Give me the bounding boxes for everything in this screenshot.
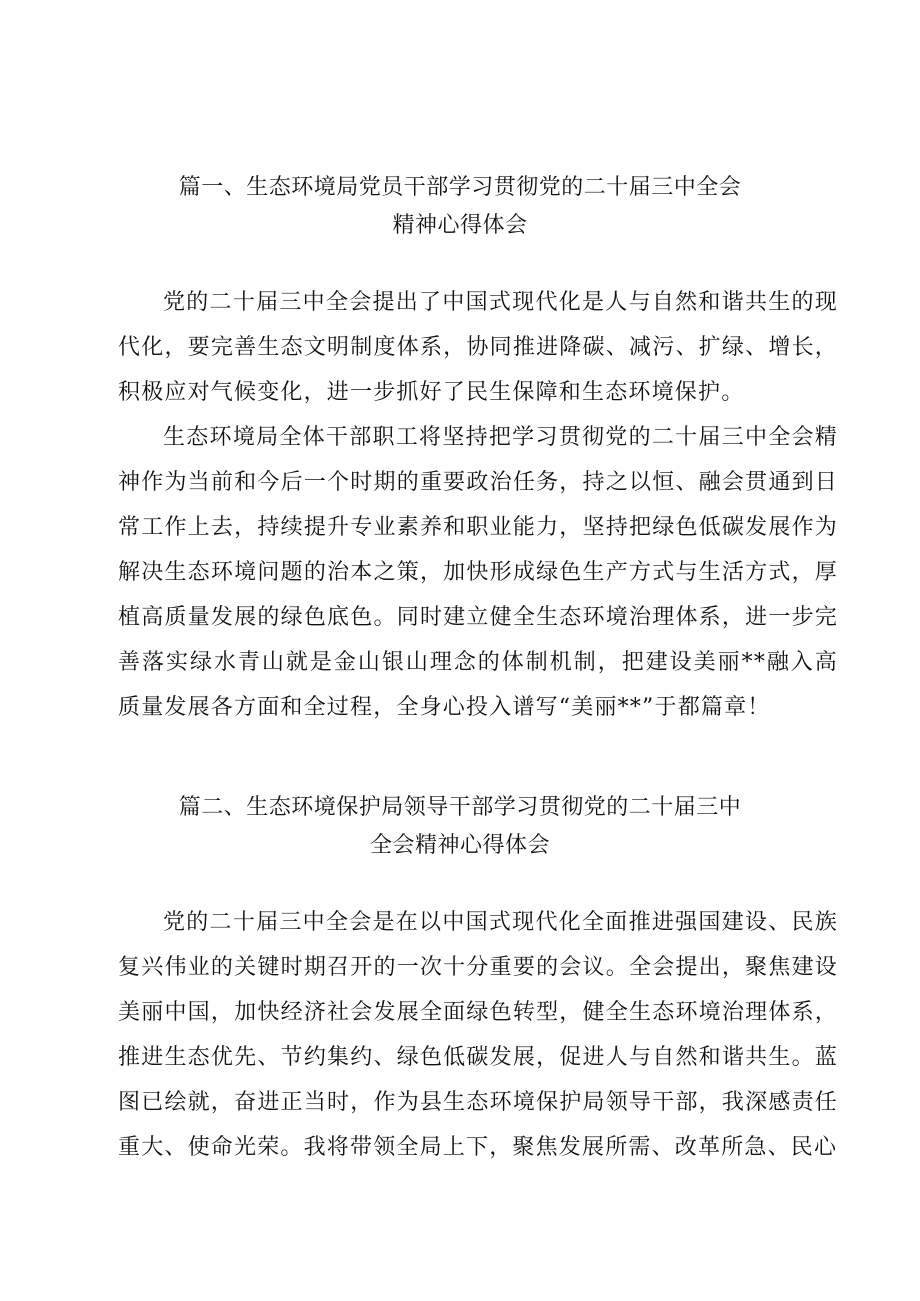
section1-title-line1: 篇一、生态环境局党员干部学习贯彻党的二十届三中全会 — [178, 174, 742, 200]
section2-title — [0, 789, 920, 865]
section1-paragraph: 生态环境局全体干部职工将坚持把学习贯彻党的二十届三中全会精神作为当前和今后一个时期的重要政治任务，持之以恒、融会贯通到日常工作上去，持续提升专业素养和职业能力，坚持把绿色低碳发展作为解决生态环境问题的治本之策，加快形成绿色生产方式与生活方式，厚植高质量发展的绿色底色。同时建立健全生态环境治理体系，进一步完善落实绿水青山就是金山银山理念的体制机制，把建设美丽**融入高质量发展各方面和全过程，全身心投入谱写“美丽**”于都篇章！ — [118, 425, 838, 720]
section1-title — [0, 169, 920, 245]
section1-paragraph: 党的二十届三中全会提出了中国式现代化是人与自然和谐共生的现代化，要完善生态文明制度体系，协同推进降碳、减污、扩绿、增长，积极应对气候变化，进一步抓好了民生保障和生态环境保护。 — [118, 290, 838, 405]
section2-body — [118, 900, 838, 1170]
section2-title-line1: 篇二、生态环境保护局领导干部学习贯彻党的二十届三中 — [178, 794, 742, 820]
section2-title-line2: 全会精神心得体会 — [369, 832, 550, 858]
section1-title-line2: 精神心得体会 — [392, 212, 528, 238]
section2-paragraph: 党的二十届三中全会是在以中国式现代化全面推进强国建设、民族复兴伟业的关键时期召开的一次十分重要的会议。全会提出，聚焦建设美丽中国，加快经济社会发展全面绿色转型，健全生态环境治理体系，推进生态优先、节约集约、绿色低碳发展，促进人与自然和谐共生。蓝图已绘就，奋进正当时，作为县生态环境保护局领导干部，我深感责任重大、使命光荣。我将带领全局上下，聚焦发展所需、改革所急、民心 — [118, 910, 838, 1160]
section1-body — [118, 280, 838, 730]
